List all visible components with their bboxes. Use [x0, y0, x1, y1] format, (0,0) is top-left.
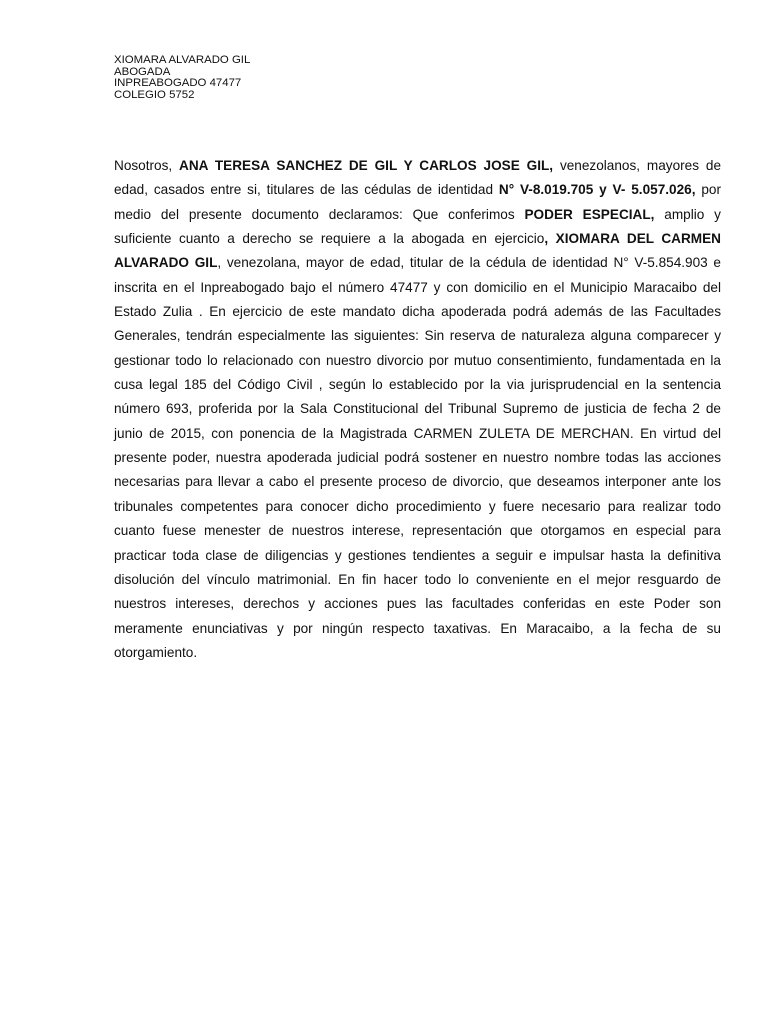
letterhead-title: ABOGADA [114, 65, 171, 78]
letterhead-inpreabogado: INPREABOGADO 47477 [114, 77, 242, 90]
body-segment: , venezolana, mayor de edad, titular de la cédula de identidad N° V-5.854.903 e inscrita en el Inpreabogado bajo el número 47477 y con domicilio en el Municipio Maracaibo del Estado Zulia . En ejercicio de este mandato dicha apoderada podrá además de las Facultades Generales, tendrán especialmente las siguientes: Sin reserva de naturaleza alguna comparecer y gestionar todo lo relacionado con nuestro divorcio por mutuo consentimiento, fundamentada en la cusa legal 185 del Código Civil , según lo establecido por la via jurisprudencial en la sentencia número 693, proferida por la Sala Constitucional del Tribunal Supremo de justicia de fecha 2 de junio de 2015, con ponencia de la Magistrada CARMEN ZULETA DE MERCHAN. En virtud del presente poder, nuestra apoderada judicial podrá sostener en nuestro nombre todas las acciones necesarias para llevar a cabo el presente proceso de divorcio, que deseamos interponer ante los tribunales competentes para conocer dicho procedimiento y fuere necesario para realizar todo cuanto fuese menester de nuestros interese, representación que otorgamos en especial para practicar toda clase de diligencias y gestiones tendientes a seguir e impulsar hasta la definitiva disolución del vínculo matrimonial. En fin hacer todo lo conveniente en el mejor resguardo de nuestros intereses, derechos y acciones pues las facultades conferidas en este Poder son meramente enunciativas y por ningún respecto taxativas. En Maracaibo, a la fecha de su otorgamiento. [114, 255, 721, 660]
body-segment: por medio del presente documento declaramos: Que conferimos [114, 182, 721, 222]
grantors-names: ANA TERESA SANCHEZ DE GIL Y CARLOS JOSE GIL, [179, 158, 554, 173]
letterhead-name: XIOMARA ALVARADO GIL [114, 54, 251, 66]
body-segment: Nosotros, [114, 158, 180, 173]
attorney-name: , XIOMARA DEL CARMEN ALVARADO GIL [114, 231, 721, 271]
body-segment: amplio y suficiente cuanto a derecho se requiere a la abogada en ejercicio [114, 206, 721, 247]
letterhead-colegio: COLEGIO 5752 [114, 88, 195, 101]
body-segment: venezolanos, mayores de edad, casados entre si, titulares de las cédulas de identidad [114, 158, 722, 198]
id-numbers: N° V-8.019.705 y V- 5.057.026, [498, 182, 696, 198]
body-paragraph [114, 154, 721, 665]
power-type: PODER ESPECIAL, [524, 206, 655, 222]
letterhead [114, 55, 250, 101]
